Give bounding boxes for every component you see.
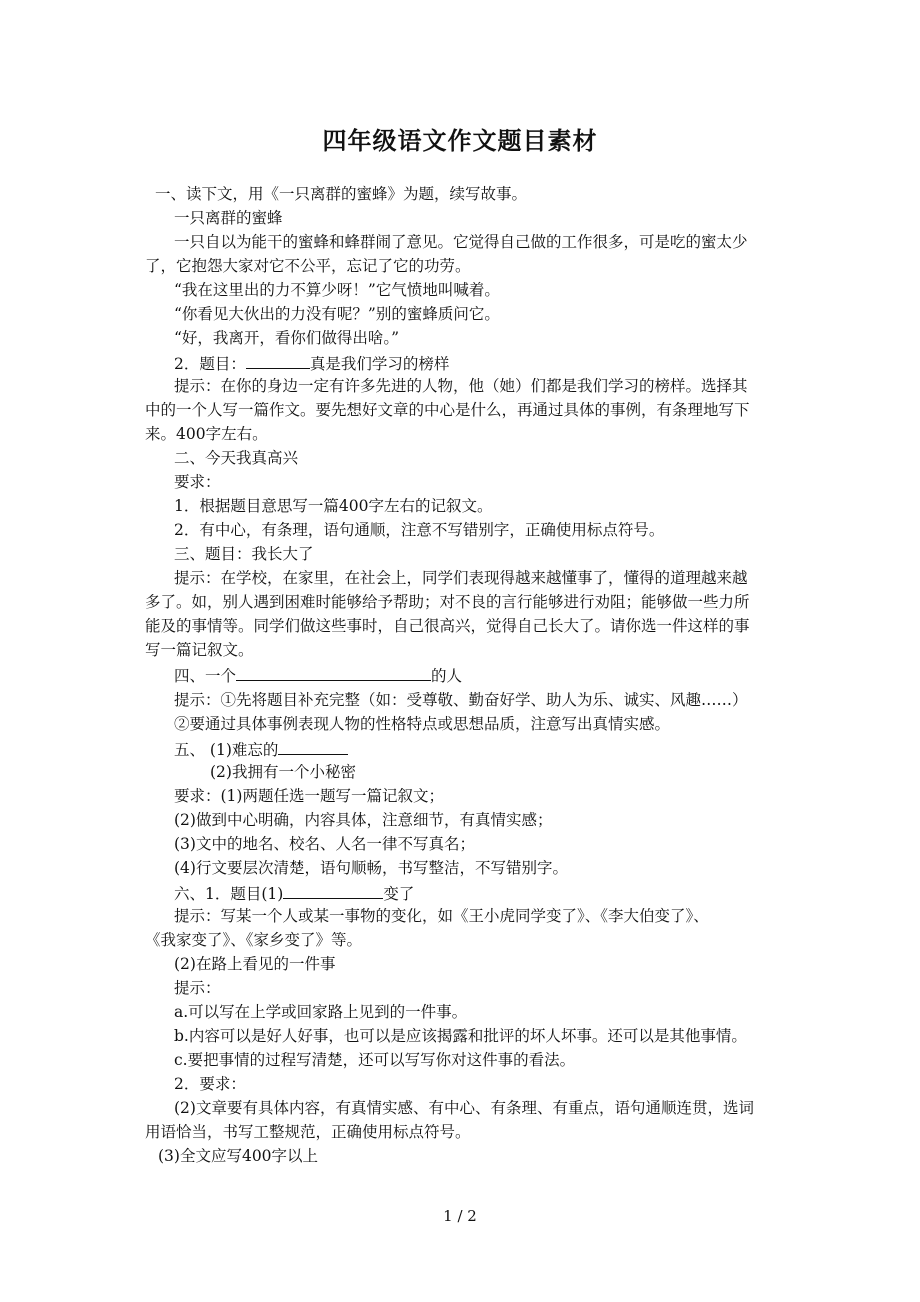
paragraph-line: 来。400字左右。	[145, 425, 268, 443]
section-four-suffix: 的人	[431, 667, 463, 685]
section-heading: 二、今天我真高兴	[174, 449, 299, 467]
paragraph-line: 《我家变了》、《家乡变了》等。	[145, 931, 363, 949]
paragraph-line: 2．有中心，有条理，语句通顺，注意不写错别字，正确使用标点符号。	[174, 521, 665, 539]
paragraph-line: 用语恰当，书写工整规范，正确使用标点符号。	[145, 1123, 471, 1141]
section-six-line	[174, 882, 414, 904]
paragraph-line: (2)我拥有一个小秘密	[210, 763, 356, 781]
paragraph-line: 写一篇记叙文。	[145, 641, 254, 659]
section-six-label: 六、1．题目(1)	[174, 885, 284, 903]
paragraph-line: 能及的事情等。同学们做这些事时，自己很高兴，觉得自己长大了。请你选一件这样的事	[145, 617, 750, 635]
paragraph-line: 2．要求：	[174, 1075, 246, 1093]
paragraph-line: 提示：写某一个人或某一事物的变化，如《王小虎同学变了》、《李大伯变了》、	[174, 907, 709, 925]
paragraph-line: 提示：	[174, 979, 221, 997]
fill-blank	[246, 352, 310, 369]
topic-two-label: 2．题目：	[174, 355, 246, 373]
section-five-line	[174, 738, 348, 760]
paragraph-line: 提示：在学校，在家里，在社会上，同学们表现得越来越懂事了，懂得的道理越来越	[174, 569, 748, 587]
paragraph-line: b.内容可以是好人好事，也可以是应该揭露和批评的坏人坏事。还可以是其他事情。	[174, 1027, 747, 1045]
paragraph-line: “你看见大伙出的力没有呢？”别的蜜蜂质问它。	[174, 305, 500, 323]
paragraph-line: (3)全文应写400字以上	[158, 1147, 319, 1165]
page-number: 1 / 2	[443, 1207, 477, 1225]
section-heading: 三、题目：我长大了	[174, 545, 314, 563]
paragraph-line: 一只自以为能干的蜜蜂和蜂群闹了意见。它觉得自己做的工作很多，可是吃的蜜太少	[174, 233, 748, 251]
topic-two-line	[174, 352, 449, 374]
paragraph-line: 中的一个人写一篇作文。要先想好文章的中心是什么，再通过具体的事例，有条理地写下	[145, 401, 750, 419]
paragraph-line: c.要把事情的过程写清楚，还可以写写你对这件事的看法。	[174, 1051, 576, 1069]
fill-blank	[236, 664, 431, 681]
page-title: 四年级语文作文题目素材	[322, 126, 598, 155]
section-five-label: 五、 (1)难忘的	[174, 741, 279, 759]
paragraph-line: 要求：(1)两题任选一题写一篇记叙文；	[174, 787, 444, 805]
paragraph-line: (4)行文要层次清楚，语句顺畅，书写整洁，不写错别字。	[174, 859, 568, 877]
paragraph-line: (2)在路上看见的一件事	[174, 955, 336, 973]
story-title: 一只离群的蜜蜂	[174, 209, 283, 227]
paragraph-line: 了，它抱怨大家对它不公平，忘记了它的功劳。	[145, 257, 471, 275]
section-six-suffix: 变了	[383, 885, 415, 903]
section-one-heading: 一、读下文，用《一只离群的蜜蜂》为题，续写故事。	[155, 185, 528, 203]
paragraph-line: (2)做到中心明确，内容具体，注意细节，有真情实感；	[174, 811, 553, 829]
paragraph-line: 要求：	[174, 473, 221, 491]
paragraph-line: (3)文中的地名、校名、人名一律不写真名；	[174, 835, 475, 853]
section-four-label: 四、一个	[174, 667, 237, 685]
paragraph-line: 多了。如，别人遇到困难时能够给予帮助；对不良的言行能够进行劝阻；能够做一些力所	[145, 593, 750, 611]
fill-blank	[283, 882, 383, 899]
paragraph-line: 1．根据题目意思写一篇400字左右的记叙文。	[174, 497, 493, 515]
paragraph-line: a.可以写在上学或回家路上见到的一件事。	[174, 1003, 468, 1021]
paragraph-line: “我在这里出的力不算少呀！”它气愤地叫喊着。	[174, 281, 500, 299]
paragraph-line: ②要通过具体事例表现人物的性格特点或思想品质，注意写出真情实感。	[174, 715, 671, 733]
paragraph-line: (2)文章要有具体内容，有真情实感、有中心、有条理、有重点，语句通顺连贯，选词	[174, 1099, 754, 1117]
fill-blank	[278, 738, 348, 755]
paragraph-line: 提示：①先将题目补充完整（如：受尊敬、勤奋好学、助人为乐、诚实、风趣……）	[174, 691, 748, 709]
paragraph-line: 提示：在你的身边一定有许多先进的人物，他（她）们都是我们学习的榜样。选择其	[174, 377, 748, 395]
paragraph-line: “好，我离开，看你们做得出啥。”	[174, 329, 400, 347]
topic-two-text: 真是我们学习的榜样	[309, 355, 450, 373]
section-four-line	[174, 664, 462, 686]
